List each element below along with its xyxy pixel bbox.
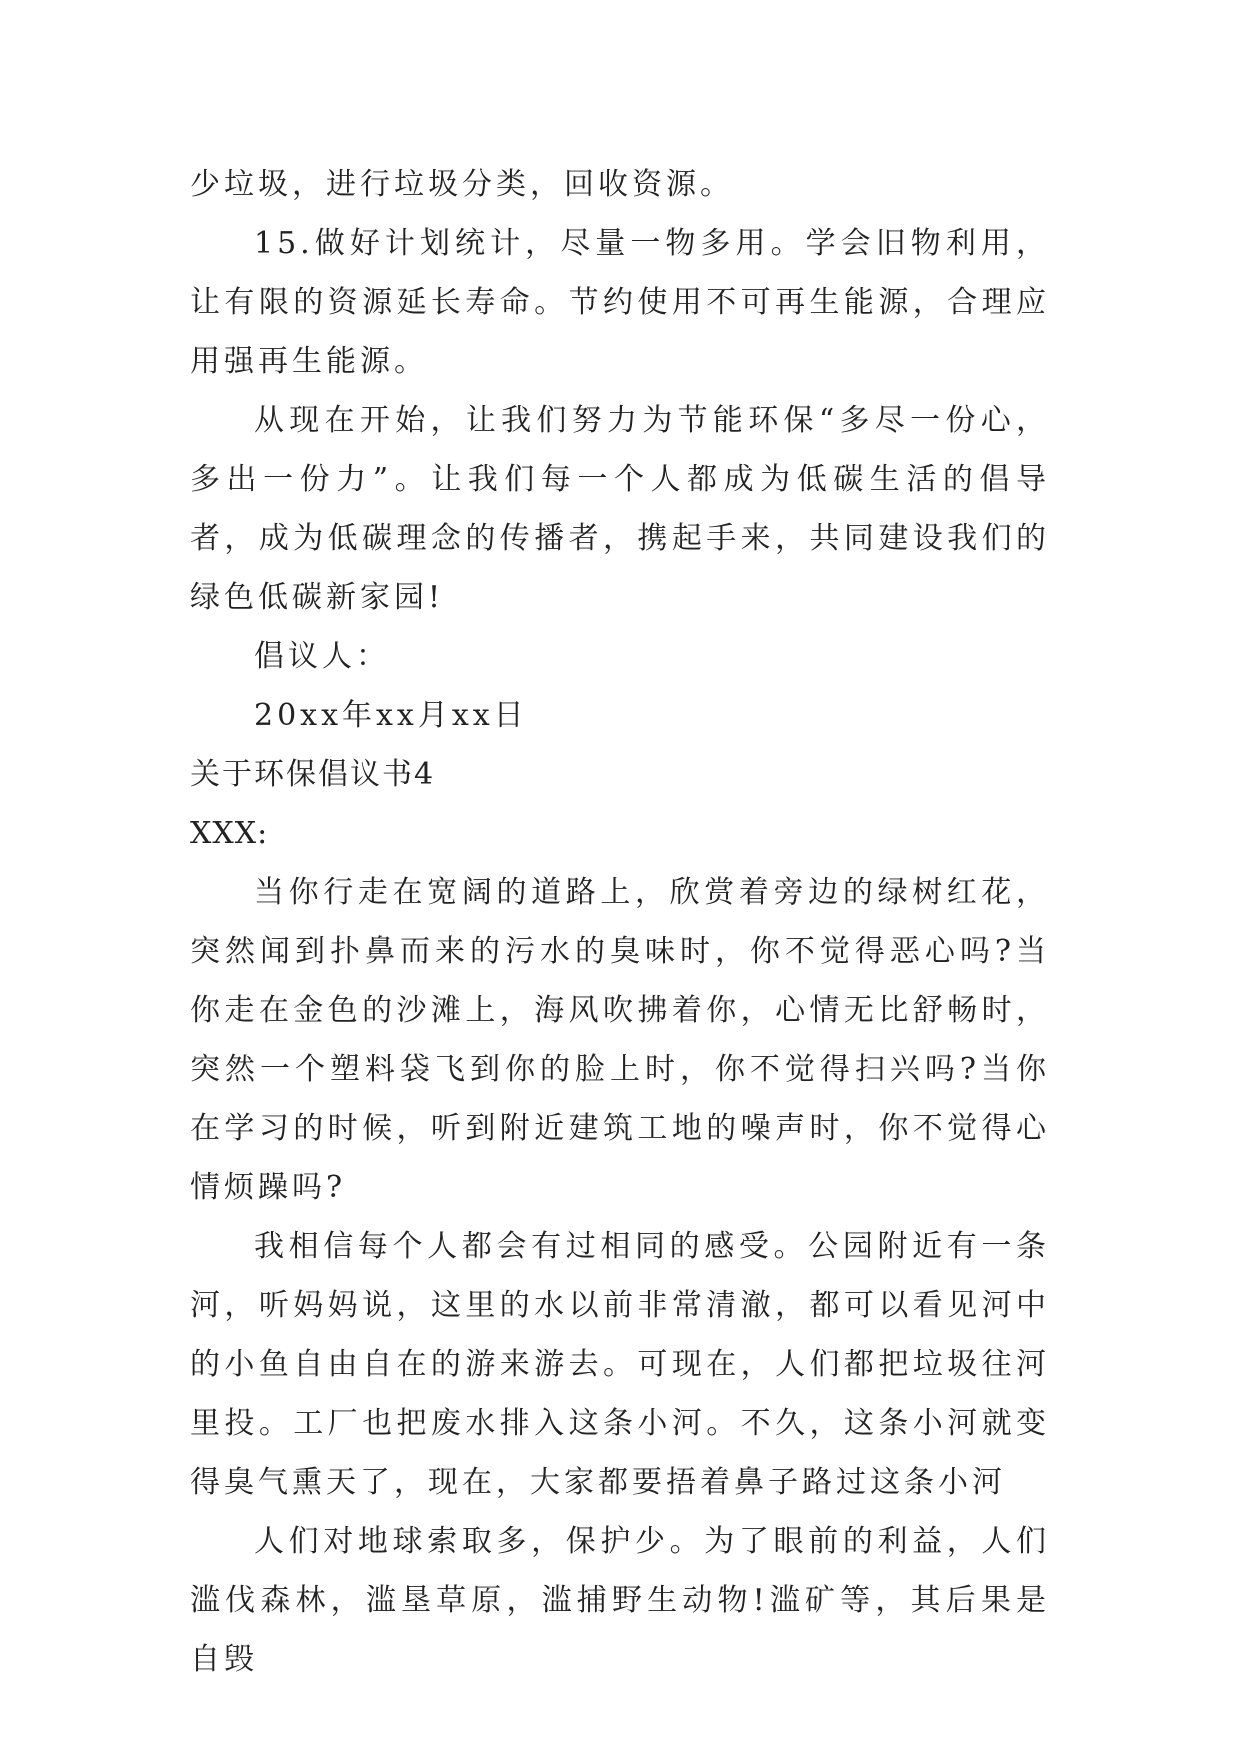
- signer-label: 倡议人：: [254, 639, 390, 674]
- paragraph-river-story: 我相信每个人都会有过相同的感受。公园附近有一条河，听妈妈说，这里的水以前非常清澈，都可以看见河中的小鱼自由自在的游来游去。可现在，人们都把垃圾往河里投。工厂也把废水排入这条小河。不久，这条小河就变得臭气熏天了，现在，大家都要捂着鼻子路过这条小河: [190, 1229, 1050, 1500]
- paragraph-earth: 人们对地球索取多，保护少。为了眼前的利益，人们滥伐森林，滥垦草原，滥捕野生动物!滥矿等，其后果是自毁: [190, 1524, 1050, 1677]
- section-title: 关于环保倡议书4: [190, 757, 436, 792]
- salutation: XXX:: [190, 816, 269, 851]
- paragraph-continuation: 少垃圾，进行垃圾分类，回收资源。: [190, 167, 734, 202]
- document-body: [190, 155, 1050, 1689]
- paragraph-scenarios: 当你行走在宽阔的道路上，欣赏着旁边的绿树红花，突然闻到扑鼻而来的污水的臭味时，你不觉得恶心吗?当你走在金色的沙滩上，海风吹拂着你，心情无比舒畅时，突然一个塑料袋飞到你的脸上时，你不觉得扫兴吗?当你在学习的时候，听到附近建筑工地的噪声时，你不觉得心情烦躁吗?: [190, 875, 1050, 1205]
- paragraph-item-15: 15.做好计划统计，尽量一物多用。学会旧物利用，让有限的资源延长寿命。节约使用不可再生能源，合理应用强再生能源。: [190, 226, 1050, 379]
- date-line: 20xx年xx月xx日: [254, 698, 528, 733]
- paragraph-call-to-action: 从现在开始，让我们努力为节能环保“多尽一份心，多出一份力”。让我们每一个人都成为低碳生活的倡导者，成为低碳理念的传播者，携起手来，共同建设我们的绿色低碳新家园!: [190, 403, 1050, 615]
